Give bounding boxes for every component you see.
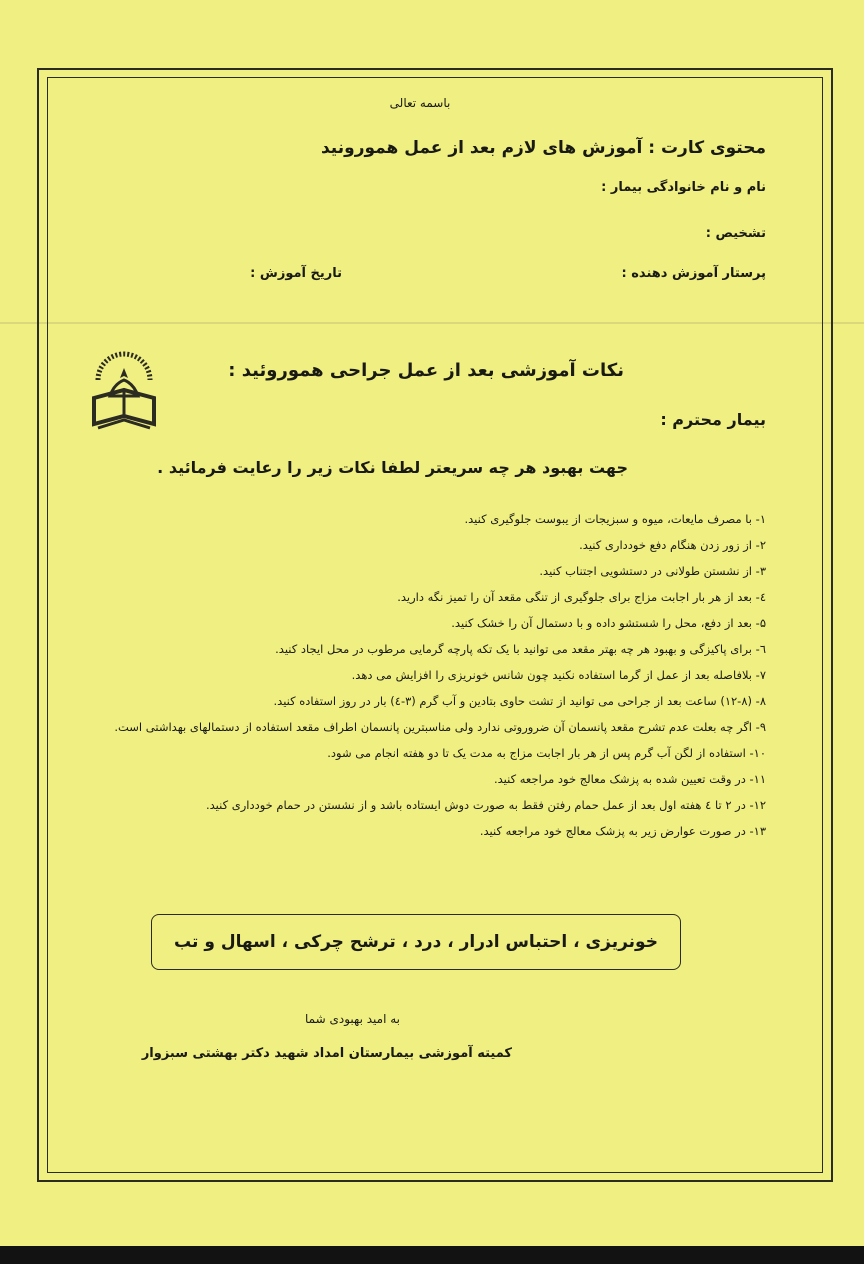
tip-item: ۵- بعد از دفع، محل را شستشو داده و با دستمال آن را خشک کنید. (451, 616, 766, 630)
tip-item: ۷- بلافاصله بعد از عمل از گرما استفاده نکنید چون شانس خونریزی را افزایش می دهد. (351, 668, 766, 682)
tip-item: ۲- از زور زدن هنگام دفع خودداری کنید. (579, 538, 766, 552)
card-title: محتوی کارت : آموزش های لازم بعد از عمل همورونید (320, 138, 766, 158)
tip-item: ۱۱- در وقت تعیین شده به پزشک معالج خود مراجعه کنید. (493, 772, 766, 786)
tip-item: ۹- اگر چه بعلت عدم تشرح مقعد پانسمان آن ضروروتی ندارد ولی مناسبترین پانسمان اطراف مقعد استفاده از دستمالهای بهداشتی است. (114, 720, 766, 734)
hope-message: به امید بهبودی شما (305, 1012, 400, 1026)
tip-item: ۳- از نشستن طولانی در دستشویی اجتناب کنید. (539, 564, 766, 578)
scan-edge (0, 1246, 864, 1264)
committee-signature: کمیته آموزشی بیمارستان امداد شهید دکتر بهشتی سبزوار (141, 1046, 512, 1061)
tip-item: ٤- بعد از هر بار اجابت مزاج برای جلوگیری از تنگی مقعد آن را تمیز نگه دارید. (397, 590, 766, 604)
tips-list (86, 512, 766, 850)
nurse-field: پرستار آموزش دهنده : (621, 266, 766, 281)
tip-item: ٦- برای پاکیزگی و بهبود هر چه بهتر مقعد می توانید با یک تکه پارچه گرمایی مرطوب در محل ایجاد کنید. (275, 642, 766, 656)
hospital-emblem-icon (88, 350, 160, 434)
section-title: نکات آموزشی بعد از عمل جراحی هموروئید : (228, 360, 624, 381)
instruction: جهت بهبود هر چه سریعتر لطفا نکات زیر را رعایت فرمائید . (157, 458, 628, 477)
warning-symptoms: خونریزی ، احتباس ادرار ، درد ، ترشح چرکی ، اسهال و تب (174, 932, 658, 952)
bismillah: باسمه تعالی (389, 96, 451, 110)
patient-name-field: نام و نام خانوادگی بیمار : (601, 180, 766, 195)
warning-box (151, 914, 681, 970)
tip-item: ۱۳- در صورت عوارض زیر به پزشک معالج خود مراجعه کنید. (479, 824, 766, 838)
diagnosis-field: تشخیص : (705, 226, 766, 241)
tip-item: ۱۰- استفاده از لگن آب گرم پس از هر بار اجابت مزاج به مدت یک تا دو هفته انجام می شود. (327, 746, 766, 760)
tip-item: ۱- با مصرف مایعات، میوه و سبزیجات از یبوست جلوگیری کنید. (464, 512, 766, 526)
training-date-field: تاریخ آموزش : (250, 266, 342, 281)
tip-item: ۱۲- در ۲ تا ٤ هفته اول بعد از عمل حمام رفتن فقط به صورت دوش ایستاده باشد و از نشستن در حمام خودداری کنید. (205, 798, 766, 812)
greeting: بیمار محترم : (660, 410, 766, 429)
tip-item: ۸- (۱۲-۸) ساعت بعد از جراحی می توانید از تشت حاوی بتادین و آب گرم (۳-٤) بار در روز استفاده کنید. (273, 694, 766, 708)
